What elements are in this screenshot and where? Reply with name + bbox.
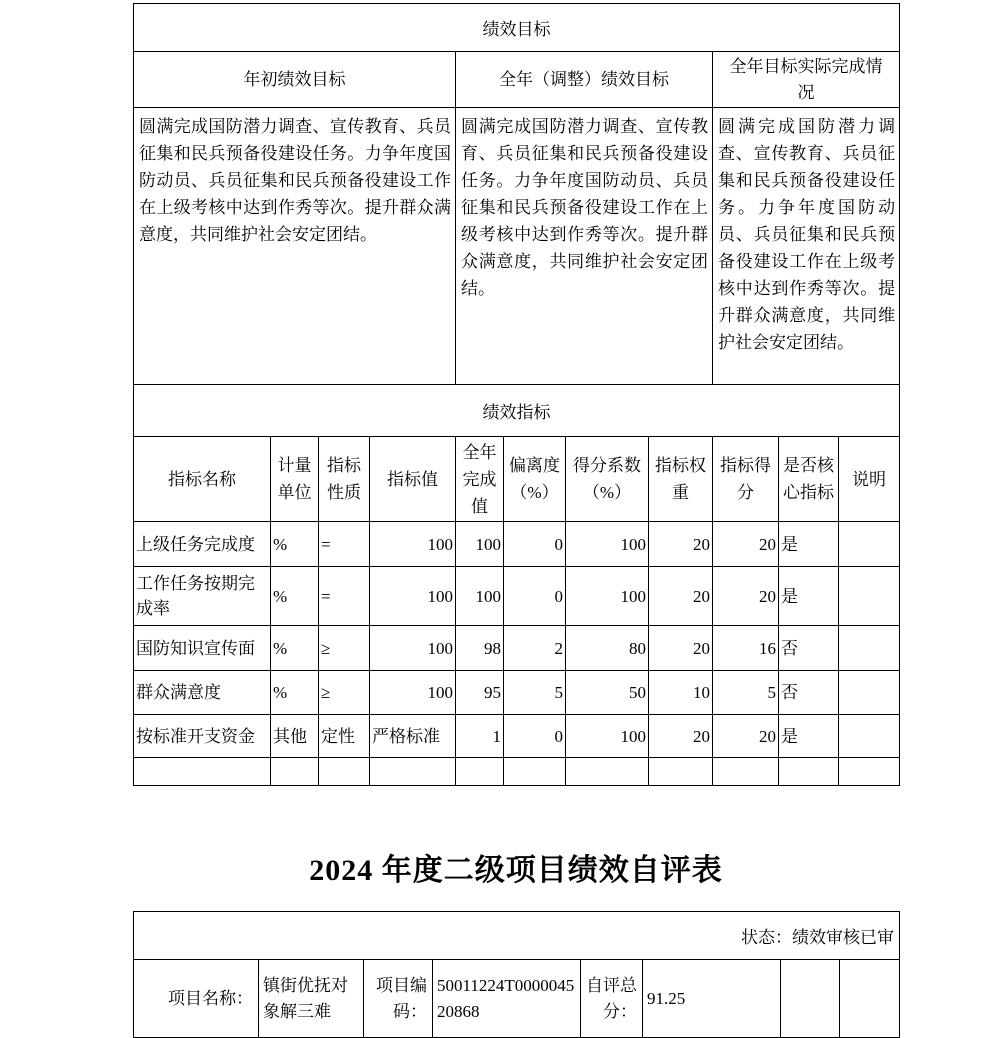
indicator-name: 国防知识宣传面 [134,626,271,671]
indicator-deviation: 2 [504,626,566,671]
col-header-deviation: 偏离度（%） [504,437,566,522]
goal-header-adjusted: 全年（调整）绩效目标 [456,52,713,108]
empty-cell [370,758,456,786]
performance-goals-section-title: 绩效目标 [134,4,900,52]
indicator-coefficient: 50 [566,671,649,715]
empty-cell [781,960,840,1038]
indicator-weight: 20 [649,626,713,671]
empty-cell [839,758,900,786]
empty-cell [134,758,271,786]
col-header-score: 指标得分 [713,437,779,522]
indicator-deviation: 0 [504,522,566,567]
empty-cell [271,758,319,786]
indicator-completion: 100 [456,567,504,626]
indicator-completion: 98 [456,626,504,671]
indicator-name: 工作任务按期完成率 [134,567,271,626]
indicator-score: 16 [713,626,779,671]
status-text: 状态：绩效审核已审 [134,912,900,960]
indicator-coefficient: 100 [566,522,649,567]
indicator-coefficient: 80 [566,626,649,671]
indicator-nature: = [319,522,370,567]
goal-header-initial: 年初绩效目标 [134,52,456,108]
indicator-target: 严格标准 [370,715,456,758]
self-eval-table [133,911,900,1038]
indicator-note [839,522,900,567]
project-name-label: 项目名称： [134,960,259,1038]
indicator-score: 5 [713,671,779,715]
col-header-indicator-name: 指标名称 [134,437,271,522]
indicator-target: 100 [370,671,456,715]
indicator-row [134,626,900,671]
indicator-unit: % [271,671,319,715]
indicator-coefficient: 100 [566,715,649,758]
col-header-core: 是否核心指标 [779,437,839,522]
document-page [133,3,899,1038]
indicator-core: 否 [779,671,839,715]
indicator-completion: 100 [456,522,504,567]
empty-cell [566,758,649,786]
empty-cell [779,758,839,786]
indicator-weight: 20 [649,567,713,626]
indicator-row [134,671,900,715]
col-header-annual-completion: 全年完成值 [456,437,504,522]
performance-indicators-section-title: 绩效指标 [134,385,900,437]
indicator-score: 20 [713,522,779,567]
empty-cell [649,758,713,786]
self-eval-score-label: 自评总分： [581,960,643,1038]
indicator-row [134,522,900,567]
indicator-core: 是 [779,567,839,626]
project-name-value: 镇街优抚对象解三难 [259,960,364,1038]
empty-cell [319,758,370,786]
indicator-core: 是 [779,715,839,758]
indicator-note [839,671,900,715]
indicator-row [134,567,900,626]
empty-cell [504,758,566,786]
indicator-unit: % [271,567,319,626]
indicator-nature: 定性 [319,715,370,758]
self-eval-title: 2024 年度二级项目绩效自评表 [309,854,723,887]
indicator-nature: = [319,567,370,626]
indicator-weight: 20 [649,715,713,758]
indicator-row [134,715,900,758]
indicator-target: 100 [370,522,456,567]
indicator-deviation: 0 [504,715,566,758]
indicator-completion: 95 [456,671,504,715]
col-header-target-value: 指标值 [370,437,456,522]
indicator-note [839,626,900,671]
indicator-nature: ≥ [319,626,370,671]
goal-header-actual: 全年目标实际完成情况 [713,52,900,108]
indicator-deviation: 0 [504,567,566,626]
empty-cell [713,758,779,786]
indicator-deviation: 5 [504,671,566,715]
indicator-note [839,715,900,758]
empty-cell [456,758,504,786]
indicator-core: 否 [779,626,839,671]
project-code-label: 项目编码： [364,960,433,1038]
goal-text-actual: 圆满完成国防潜力调查、宣传教育、兵员征集和民兵预备役建设任务。力争年度国防动员、兵员征集和民兵预备役建设工作在上级考核中达到作秀等次。提升群众满意度，共同维护社会安定团结。 [713,108,900,385]
col-header-unit: 计量单位 [271,437,319,522]
indicator-note [839,567,900,626]
self-eval-score-value: 91.25 [643,960,781,1038]
performance-table [133,3,900,786]
goal-text-adjusted: 圆满完成国防潜力调查、宣传教育、兵员征集和民兵预备役建设任务。力争年度国防动员、兵员征集和民兵预备役建设工作在上级考核中达到作秀等次。提升群众满意度，共同维护社会安定团结。 [456,108,713,385]
goal-text-initial: 圆满完成国防潜力调查、宣传教育、兵员征集和民兵预备役建设任务。力争年度国防动员、兵员征集和民兵预备役建设工作在上级考核中达到作秀等次。提升群众满意度，共同维护社会安定团结。 [134,108,456,385]
col-header-note: 说明 [839,437,900,522]
indicator-completion: 1 [456,715,504,758]
indicator-score: 20 [713,715,779,758]
indicator-row-empty [134,758,900,786]
indicator-name: 群众满意度 [134,671,271,715]
indicator-unit: % [271,522,319,567]
indicator-target: 100 [370,567,456,626]
indicator-name: 上级任务完成度 [134,522,271,567]
indicator-weight: 10 [649,671,713,715]
indicator-name: 按标准开支资金 [134,715,271,758]
col-header-nature: 指标性质 [319,437,370,522]
indicator-score: 20 [713,567,779,626]
indicator-coefficient: 100 [566,567,649,626]
indicator-unit: 其他 [271,715,319,758]
col-header-weight: 指标权重 [649,437,713,522]
indicator-weight: 20 [649,522,713,567]
col-header-score-coefficient: 得分系数（%） [566,437,649,522]
indicator-unit: % [271,626,319,671]
project-code-value: 50011224T000004520868 [433,960,581,1038]
indicator-target: 100 [370,626,456,671]
project-info-row [134,960,900,1038]
indicator-nature: ≥ [319,671,370,715]
empty-cell [840,960,900,1038]
indicator-core: 是 [779,522,839,567]
